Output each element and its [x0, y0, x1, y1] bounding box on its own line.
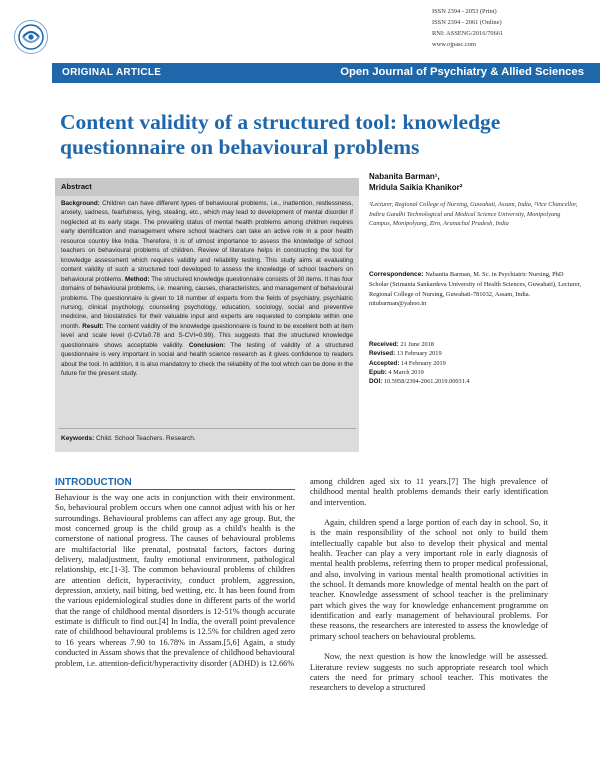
epub-date: Epub: 4 March 2019	[369, 368, 424, 376]
intro-paragraph-2: among children aged six to 11 years.[7] The high prevalence of childhood mental health problems demands their early identification and intervention.	[310, 477, 548, 507]
author-2: Mridula Saikia Khanikor²	[369, 182, 463, 192]
author-1: Nabanita Barman¹,	[369, 172, 440, 181]
doi: DOI: 10.5958/2394-2061.2019.00031.4	[369, 378, 470, 386]
issn-online: ISSN 2394 - 2061 (Online)	[432, 19, 502, 26]
conclusion-text: The testing of validity of a structured questionnaire is very important in social and health science research as it gives confidence to readers about the tool. In addition, it is also mandatory to check the reliability of the tool which can be done in the future for the present study.	[61, 341, 353, 378]
result-label: Result:	[80, 322, 104, 330]
abstract-heading: Abstract	[61, 182, 92, 191]
abstract-text	[61, 199, 353, 379]
correspondence	[369, 270, 584, 309]
introduction-rule	[55, 489, 295, 490]
article-dates	[369, 340, 584, 386]
intro-paragraph-3: Again, children spend a large portion of each day in school. So, it is the main responsibility of the school not only to build them intellectually capable but also to develop their physical and mental health. Teacher can play a very important role in early diagnosis of mental health problems, referring them to proper medical professional, and also, involving in various mental health promotional activities in the school. It demands more knowledge of mental health on the part of teacher. Knowledge assessment of school teacher is the preliminary part which gives the way for knowledge enhancement programme on identification and early management of behavioural problems. For these reasons, the researchers are interested to assess the knowledge of primary school teachers on behavioural problems.	[310, 518, 548, 641]
intro-paragraph-1: Behaviour is the way one acts in conjunction with their environment. So, behavioural problem occurs when one cannot adjust with his or her surroundings. Behavioural problems can affect any age group. But, the most concerned group is the child group as a child's health is the cornerstone of national progress. The causes of behavioural problems are multifactorial like prenatal, postnatal factors, factors during delivery, maladjustment, faulty emotional environment, pathological relationship, etc.[1-3]. The common behavioural problems of children are attention deficit, hyperactivity, conduct problem, aggression, depression, anxiety, nail biting, bed wetting, etc. It has been found from the various epidemiological studies done in different parts of the world that the range of childhood mental disorders is 12-51% though accurate estimate is difficult to find out.[4] In India, the overall point prevalence rate of childhood behavioural problems is 12.5% for children aged zero to 16 years whereas 7.90 to 16.78% in Assam.[5,6] Again, a study conducted in Assam shows that the prevalence of childhood behavioural problem, i.e. attention-deficit/hyperactivity disorder (ADHD) is 12.66%	[55, 493, 295, 668]
method-text: The structured knowledge questionnaire consists of 30 items. It has four domains of behavioural problems, i.e. meaning, causes, characteristics, and management of behavioural problems. The questionnaire is given to 18 number of experts from the fields of psychiatry, psychiatric nursing, clinical psychology, counseling psychology, education, sociology, social and preventive medicine, and biostatistics for their valuable input and experts are requested to complete within one month.	[61, 275, 353, 330]
article-type-label: ORIGINAL ARTICLE	[62, 67, 162, 78]
background-label: Background:	[61, 200, 100, 207]
body-column-right	[310, 477, 548, 694]
received-date: Received: 21 June 2018	[369, 341, 434, 348]
journal-name: Open Journal of Psychiatry & Allied Sciences	[340, 66, 584, 78]
correspondence-label: Correspondence:	[369, 271, 424, 278]
rni-number: RNI: ASSENG/2016/70661	[432, 30, 504, 37]
issn-print: ISSN 2394 - 2053 (Print)	[432, 8, 497, 15]
author-affiliation: ¹Lecturer, Regional College of Nursing, Guwahati, Assam, India, ²Vice Chancellor, Indira Gandhi Technological and Medical Science University, Monipolyang Campus, Monipolyang, Ziro, Arunachal Pradesh, India	[369, 201, 578, 228]
introduction-heading: INTRODUCTION	[55, 477, 132, 488]
accepted-date: Accepted: 14 February 2019	[369, 359, 446, 367]
issn-block	[432, 6, 503, 50]
author-names	[369, 172, 584, 193]
abstract-header	[55, 178, 359, 196]
method-label: Method:	[123, 275, 150, 283]
journal-logo-icon	[14, 20, 48, 54]
journal-banner	[52, 63, 600, 83]
article-title: Content validity of a structured tool: knowledge questionnaire on behavioural problems	[60, 110, 501, 159]
journal-website[interactable]: www.ojpasc.com	[432, 41, 476, 48]
top-header	[0, 0, 600, 58]
correspondence-text: Nabanita Barman, M. Sc. in Psychiatric Nursing, PhD Scholar (Srimanta Sankardeva University of Health Sciences, Guwahati), Lecturer, Regional College of Nursing, Guwahati-781032, Assam, India. nitubarman@yahoo.in	[369, 271, 582, 308]
conclusion-label: Conclusion:	[183, 341, 226, 349]
keywords	[61, 435, 196, 442]
keywords-text: Child. School Teachers. Research.	[94, 435, 196, 442]
keywords-label: Keywords:	[61, 435, 95, 442]
abstract-divider	[58, 428, 356, 429]
intro-paragraph-4: Now, the next question is how the knowledge will be assessed. Literature review suggests no such appropriate research tool which caters the need for primary school teacher. This motivates the researchers to develop a structured	[310, 652, 548, 693]
body-column-left	[55, 493, 295, 669]
result-text: The content validity of the knowledge questionnaire is found to be excellent both at item level and scale level (I-CVI≥0.78 and S-CVI=0.99). This suggests that the structured knowledge questionnaire shows acceptable validity.	[61, 322, 353, 349]
background-text: Children can have different types of behavioural problems, i.e., inattention, restlessness, anxiety, sadness, fearfulness, lying, stealing, etc., which may lead to development of mental disorder if neglected at its early stage. The prevailing status of mental health problems among children requires early identification and management where school teachers can take an active role in a poor health resource country like India. Therefore, it is of utmost importance to assess the knowledge of school teachers on behavioural problems of children. Review of literature helps in constructing the tool for knowledge assessment which requires validity and reliability testing. This study aims at evaluating content validity of such a structured tool developed to assess the knowledge of school teachers on behavioural problems.	[61, 200, 353, 283]
revised-date: Revised: 13 February 2019	[369, 350, 442, 358]
